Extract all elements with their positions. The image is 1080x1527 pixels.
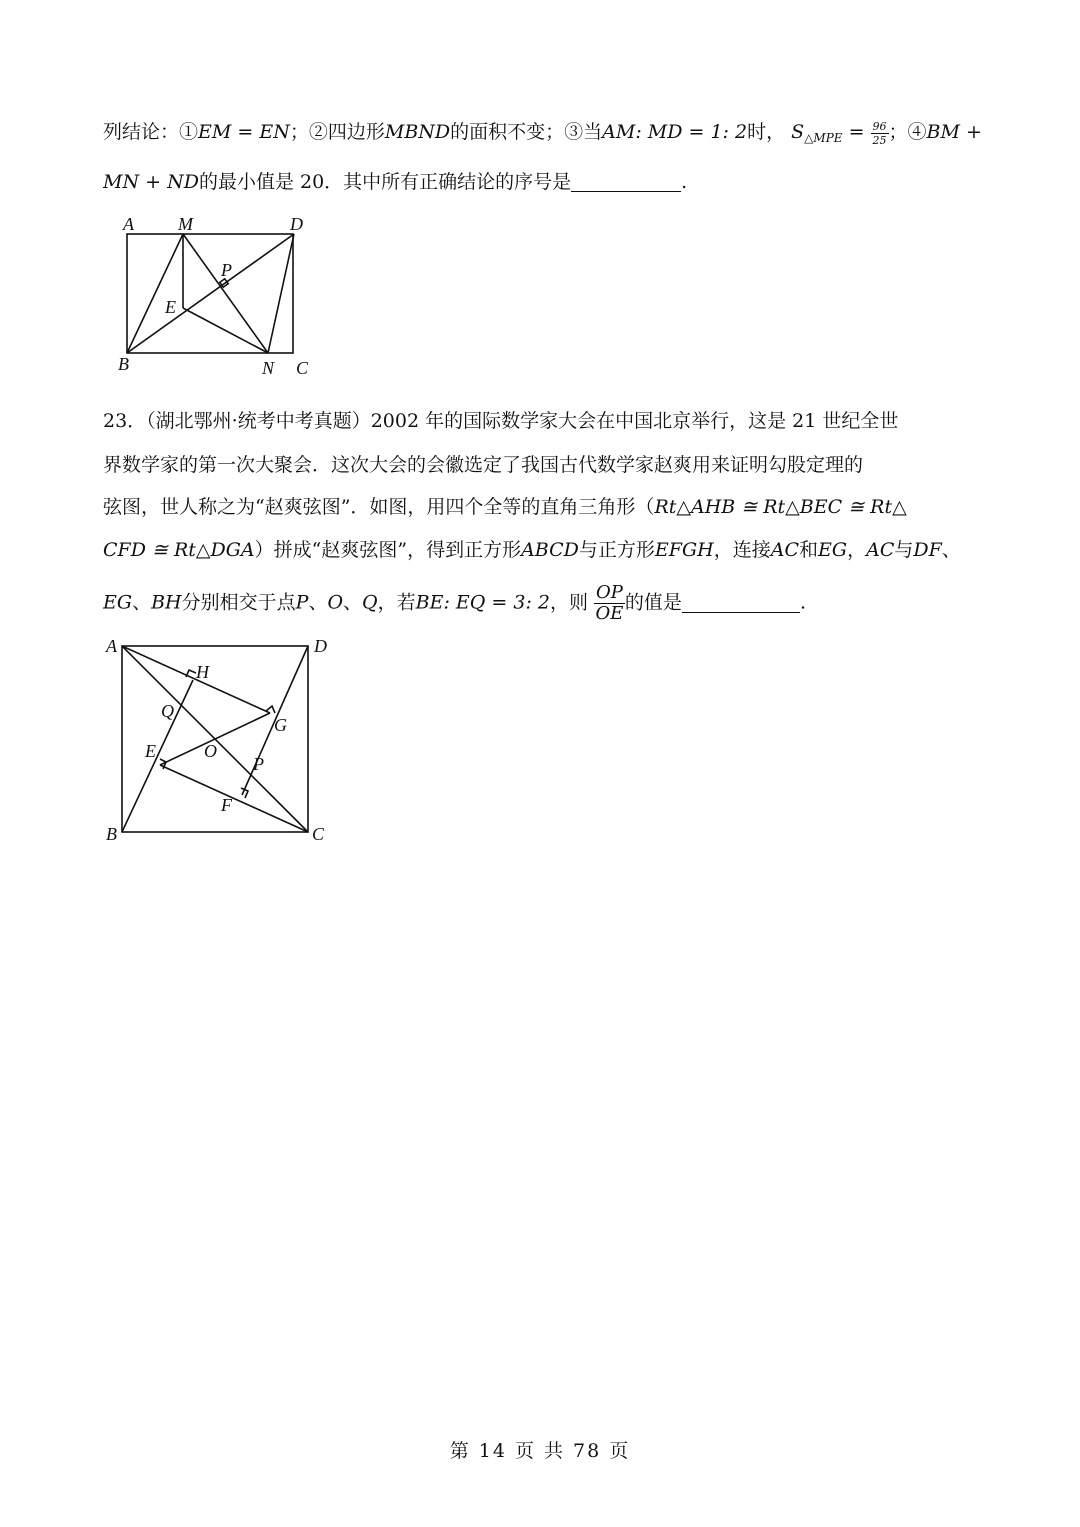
svg-text:D: D	[314, 636, 327, 656]
q23-figure	[100, 630, 340, 850]
svg-text:H: H	[196, 662, 209, 682]
svg-text:F: F	[221, 795, 232, 815]
q22-line2: MN + ND的最小值是 20．其中所有正确结论的序号是 .	[103, 171, 688, 193]
svg-text:C: C	[312, 824, 325, 844]
svg-text:B: B	[118, 354, 129, 374]
svg-text:O: O	[204, 741, 217, 761]
svg-text:G: G	[274, 715, 287, 735]
svg-text:P: P	[253, 754, 264, 774]
fraction-96-25: $\frac{96}{25}$	[872, 119, 887, 147]
svg-text:D: D	[290, 214, 303, 234]
svg-text:Q: Q	[161, 701, 174, 721]
svg-text:M: M	[178, 214, 193, 234]
svg-text:C: C	[296, 358, 309, 378]
page-footer: 第 14 页 共 78 页	[449, 1440, 631, 1462]
svg-text:B: B	[106, 824, 117, 844]
q22-line1: 列结论：①EM = EN；②四边形MBND的面积不变；③当AM: MD = 1: 2时， $S_{\triangle MPE}$ = $\frac{96}{25}$ ；④BM +	[103, 119, 982, 147]
q23-line4: CFD ≅ Rt△DGA）拼成“赵爽弦图”，得到正方形ABCD与正方形EFGH，连接AC和EG，AC与DF、	[103, 539, 961, 561]
fraction-op-oe: $\frac{OP}{OE}$	[595, 582, 624, 624]
svg-text:E: E	[165, 297, 176, 317]
svg-text:A: A	[106, 636, 117, 656]
svg-text:A: A	[123, 214, 134, 234]
q23-line5: EG、BH分别相交于点P、O、Q，若BE: EQ = 3: 2，则 $\frac{OP}{OE}$ 的值是 .	[103, 582, 806, 624]
answer-blank[interactable]	[682, 594, 800, 613]
q22-figure	[110, 210, 325, 385]
q23-line2: 界数学家的第一次大聚会．这次大会的会徽选定了我国古代数学家赵爽用来证明勾股定理的	[103, 454, 864, 476]
q23-line1: 23．（湖北鄂州·统考中考真题）2002 年的国际数学家大会在中国北京举行，这是 21 世纪全世	[103, 410, 899, 432]
svg-text:N: N	[262, 358, 275, 378]
svg-text:E: E	[145, 741, 156, 761]
svg-text:P: P	[221, 260, 232, 280]
answer-blank[interactable]	[571, 173, 681, 192]
q23-line3: 弦图，世人称之为“赵爽弦图”．如图，用四个全等的直角三角形（Rt△AHB ≅ Rt△BEC ≅ Rt△	[103, 496, 907, 518]
